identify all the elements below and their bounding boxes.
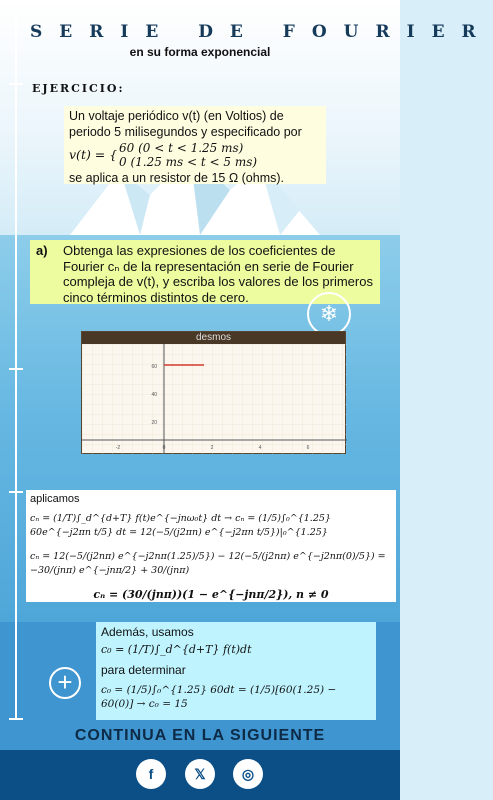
desmos-brand: desmos <box>82 332 345 344</box>
solution-equation-2: cₙ = 12(−5/(j2nπ) e^{−j2nπ(1.25)/5}) − 12(−5/(j2nπ) e^{−j2nπ(0)/5}) = −30/(jnπ) e^{−jnπ/2} + 30/(jnπ) <box>30 551 386 576</box>
extra-equation-1: c₀ = (1/T)∫_d^{d+T} f(t)dt <box>101 643 252 656</box>
problem-line-1: Un voltaje periódico v(t) (en Voltios) de <box>69 109 284 123</box>
timeline-tick <box>9 491 23 493</box>
timeline-tick <box>9 83 23 85</box>
exercise-label: EJERCICIO: <box>32 82 125 95</box>
question-text: Obtenga las expresiones de los coeficientes de Fourier cₙ de la representación en serie de Fourier compleja de v(t), y escriba los valores de los primeros cinco términos distintos de cero. <box>63 243 373 305</box>
x-tick--2: -2 <box>115 445 121 451</box>
extra-equation-2: c₀ = (1/5)∫₀^{1.25} 60dt = (1/5)[60(1.25) − 60(0)] → c₀ = 15 <box>101 684 337 710</box>
piecewise-case-2: 0 (1.25 ms < t < 5 ms) <box>119 155 258 169</box>
extra-line-2: para determinar <box>101 663 186 677</box>
solution-equation-1: cₙ = (1/T)∫_d^{d+T} f(t)e^{−jnω₀t} dt → cₙ = (1/5)∫₀^{1.25} 60e^{−j2πn t/5} dt = 12(−5/(j2πn) e^{−j2πn t/5})|₀^{1.25} <box>30 513 331 538</box>
problem-line-3: se aplica a un resistor de 15 Ω (ohms). <box>69 171 284 185</box>
x-tick-4: 4 <box>258 445 262 451</box>
y-tick-40: 40 <box>151 392 157 398</box>
solution-heading: aplicamos <box>30 493 80 505</box>
solution-box <box>26 490 396 602</box>
snowflake-icon: ❄ <box>307 292 351 336</box>
page-title: SERIE DE FOURIER <box>30 22 493 42</box>
problem-box <box>64 106 326 184</box>
piecewise-function: v(t) = { <box>69 147 118 162</box>
solution-result: cₙ = (30/(jnπ))(1 − e^{−jnπ/2}), n ≠ 0 <box>93 588 329 601</box>
page-subtitle: en su forma exponencial <box>129 45 271 59</box>
timeline-tick <box>9 718 23 720</box>
question-label: a) <box>36 243 48 258</box>
x-icon[interactable]: 𝕏 <box>185 759 215 789</box>
y-tick-60: 60 <box>151 364 157 370</box>
timeline-line <box>15 14 17 720</box>
timeline-tick <box>9 14 23 16</box>
continue-banner: CONTINUA EN LA SIGUIENTE <box>74 727 326 744</box>
facebook-icon[interactable]: f <box>136 759 166 789</box>
timeline-tick <box>9 368 23 370</box>
piecewise-case-1: 60 (0 < t < 1.25 ms) <box>119 141 244 155</box>
x-tick-0: 0 <box>162 445 166 451</box>
desmos-graph <box>81 331 346 454</box>
extra-line-1: Además, usamos <box>101 625 194 639</box>
add-icon[interactable]: + <box>49 667 81 699</box>
graph-plot <box>82 344 347 454</box>
instagram-icon[interactable]: ◎ <box>233 759 263 789</box>
y-tick-20: 20 <box>151 420 157 426</box>
x-tick-6: 6 <box>306 445 310 451</box>
x-tick-2: 2 <box>210 445 214 451</box>
problem-line-2: periodo 5 milisegundos y especificado por <box>69 125 302 139</box>
extra-box <box>96 622 376 720</box>
